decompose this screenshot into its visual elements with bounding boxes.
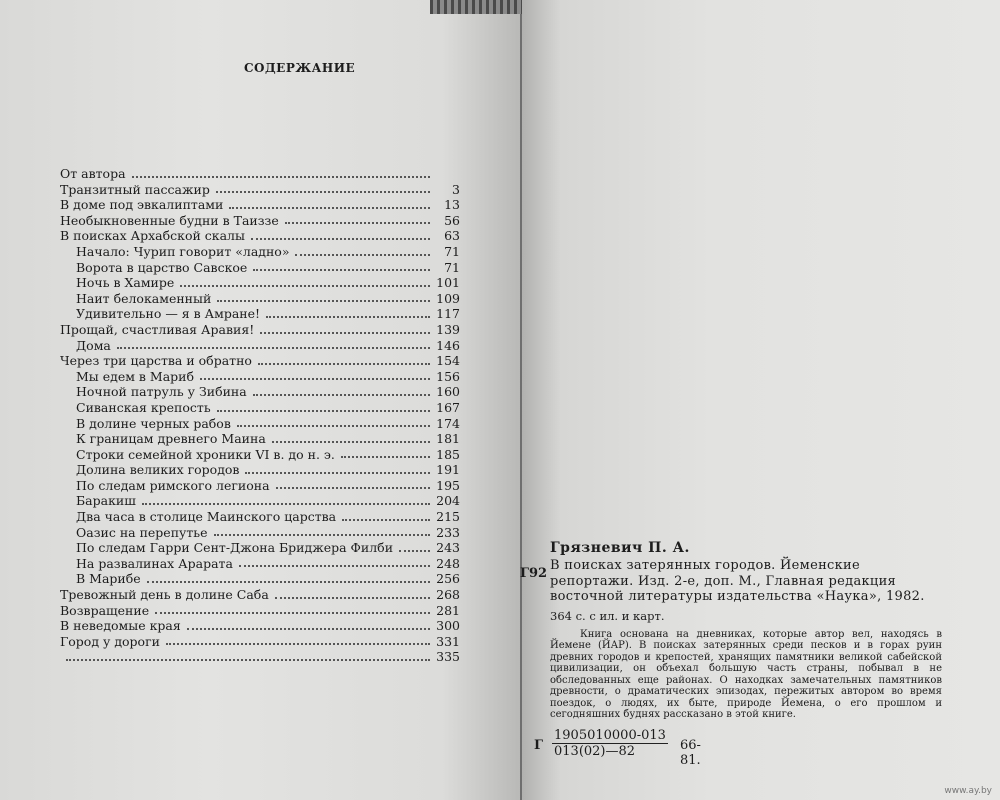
toc-entry xyxy=(60,260,460,276)
toc-leader-dots xyxy=(275,597,430,599)
toc-leader-dots xyxy=(253,394,430,396)
toc-entry-title: Необыкновенные будни в Таиззе xyxy=(60,212,279,228)
toc-leader-dots xyxy=(342,519,430,521)
toc-entry xyxy=(60,166,460,182)
toc-entry xyxy=(60,400,460,416)
toc-entry xyxy=(60,353,460,369)
toc-title: СОДЕРЖАНИЕ xyxy=(244,61,356,75)
toc-entry xyxy=(60,587,460,603)
toc-entry-title: Наит белокаменный xyxy=(76,290,212,306)
toc-entry-page: 160 xyxy=(436,384,460,400)
toc-entry-page: 191 xyxy=(436,462,460,478)
toc-entry xyxy=(60,244,460,260)
toc-entry xyxy=(60,369,460,385)
annotation: Книга основана на дневниках, которые автор вел, находясь в Йемене (ЙАР). В поисках затерянных среди песков и в горах руин древних городов и крепостей, хранящих памятники великой сабейской цивилизации, он объехал большую часть страны, побывал в не обследованных еще районах. О находках замечательных памятников древности, о драматических эпизодах, пережитых автором во время поездок, о людях, их быте, природе Йемена, о его прошлом и сегодняшних буднях рассказано в этой книге. xyxy=(550,628,942,720)
toc-leader-dots xyxy=(251,238,430,240)
toc-entry-title: Баракиш xyxy=(76,493,136,509)
toc-entry-title: В поисках Архабской скалы xyxy=(60,228,245,244)
toc-leader-dots xyxy=(142,503,430,505)
toc-leader-dots xyxy=(245,472,430,474)
toc-entry-page: 56 xyxy=(444,212,460,228)
toc-entry-title: По следам римского легиона xyxy=(76,477,270,493)
toc-entry-page: 3 xyxy=(452,181,460,197)
toc-entry xyxy=(60,338,460,354)
toc-leader-dots xyxy=(341,456,430,458)
toc-entry-title: По следам Гарри Сент-Джона Бриджера Филби xyxy=(76,540,394,556)
toc-entry-title: Мы едем в Мариб xyxy=(76,368,195,384)
toc-leader-dots xyxy=(200,378,430,380)
toc-leader-dots xyxy=(253,269,430,271)
toc-leader-dots xyxy=(217,300,430,302)
catalog-fraction xyxy=(552,728,668,759)
catalog-code xyxy=(534,728,701,768)
toc-entry-title: Удивительно — я в Амране! xyxy=(76,306,261,322)
toc-entry-page: 300 xyxy=(436,618,460,634)
toc-entry xyxy=(60,462,460,478)
toc-entry-title: Ворота в царство Савское xyxy=(76,259,248,275)
toc-entry-page: 117 xyxy=(436,306,460,322)
toc-entry-page: 233 xyxy=(436,524,460,540)
toc-entry xyxy=(60,649,460,665)
toc-entry xyxy=(60,322,460,338)
toc-entry-title: Оазис на перепутье xyxy=(76,524,208,540)
page-count: 364 с. с ил. и карт. xyxy=(550,608,665,623)
toc-leader-dots xyxy=(399,550,430,552)
toc-entry xyxy=(60,291,460,307)
table-of-contents xyxy=(60,166,460,665)
toc-entry-page: 63 xyxy=(444,228,460,244)
toc-entry-title: В долине черных рабов xyxy=(76,415,231,431)
toc-entry-page: 146 xyxy=(436,337,460,353)
toc-entry xyxy=(60,447,460,463)
toc-entry-title: В доме под эвкалиптами xyxy=(60,197,224,213)
toc-leader-dots xyxy=(239,565,430,567)
toc-entry-title: На развалинах Арарата xyxy=(76,555,233,571)
toc-entry xyxy=(60,197,460,213)
toc-entry-title: Начало: Чурип говорит «ладно» xyxy=(76,243,290,259)
toc-entry-title: Через три царства и обратно xyxy=(60,353,252,369)
toc-leader-dots xyxy=(117,347,430,349)
toc-leader-dots xyxy=(276,487,430,489)
toc-leader-dots xyxy=(217,410,430,412)
author-name: Грязневич П. А. xyxy=(550,540,690,556)
toc-entry-title: Прощай, счастливая Аравия! xyxy=(60,321,255,337)
toc-entry-title: Дома xyxy=(76,337,111,353)
toc-entry-page: 174 xyxy=(436,415,460,431)
toc-entry-title: Возвращение xyxy=(60,602,150,618)
toc-entry-title: Сиванская крепость xyxy=(76,399,211,415)
toc-entry-page: 156 xyxy=(436,368,460,384)
toc-entry-page: 101 xyxy=(436,275,460,291)
toc-entry-page: 204 xyxy=(436,493,460,509)
toc-entry xyxy=(60,213,460,229)
toc-entry-page: 281 xyxy=(436,602,460,618)
toc-entry-title: В неведомые края xyxy=(60,618,181,634)
toc-entry xyxy=(60,540,460,556)
toc-leader-dots xyxy=(229,207,430,209)
toc-entry-title: Ночной патруль у Зибина xyxy=(76,384,247,400)
toc-entry-page: 71 xyxy=(444,243,460,259)
toc-entry xyxy=(60,431,460,447)
catalog-denominator: 013(02)—82 xyxy=(554,744,636,759)
toc-entry-page: 139 xyxy=(436,321,460,337)
toc-leader-dots xyxy=(258,363,430,365)
toc-entry xyxy=(60,416,460,432)
toc-entry-title: От автора xyxy=(60,166,126,181)
toc-entry-page: 248 xyxy=(436,555,460,571)
toc-entry xyxy=(60,571,460,587)
toc-entry-title: К границам древнего Маина xyxy=(76,431,266,447)
toc-leader-dots xyxy=(272,441,430,443)
toc-leader-dots xyxy=(180,285,430,287)
toc-entry xyxy=(60,618,460,634)
catalog-numerator: 1905010000-013 xyxy=(554,728,666,743)
toc-leader-dots xyxy=(216,191,430,193)
toc-entry-page: 13 xyxy=(444,197,460,213)
toc-entry xyxy=(60,556,460,572)
toc-entry-page: 331 xyxy=(436,633,460,649)
toc-entry-title: Долина великих городов xyxy=(76,462,240,478)
toc-leader-dots xyxy=(260,332,430,334)
catalog-letter: Г xyxy=(534,738,543,753)
bibliographic-description xyxy=(550,558,950,605)
toc-leader-dots xyxy=(295,254,430,256)
toc-entry-title: Город у дороги xyxy=(60,633,160,649)
index-code: Г92 xyxy=(520,566,548,581)
toc-leader-dots xyxy=(166,643,430,645)
background-object xyxy=(430,0,530,14)
toc-leader-dots xyxy=(237,425,430,427)
toc-leader-dots xyxy=(132,176,430,178)
toc-entry-page: 109 xyxy=(436,290,460,306)
toc-entry xyxy=(60,634,460,650)
toc-entry-page: 195 xyxy=(436,477,460,493)
toc-leader-dots xyxy=(285,222,430,224)
watermark: www.ay.by xyxy=(944,786,992,796)
toc-entry-page: 256 xyxy=(436,571,460,587)
toc-entry xyxy=(60,525,460,541)
toc-entry-page: 71 xyxy=(444,259,460,275)
toc-leader-dots xyxy=(155,612,430,614)
toc-leader-dots xyxy=(266,316,430,318)
toc-leader-dots xyxy=(187,628,430,630)
toc-entry xyxy=(60,603,460,619)
toc-entry-page: 167 xyxy=(436,399,460,415)
toc-entry-page: 185 xyxy=(436,446,460,462)
toc-entry-page: 215 xyxy=(436,509,460,525)
toc-entry xyxy=(60,306,460,322)
toc-entry xyxy=(60,384,460,400)
catalog-suffix: 66-81. xyxy=(680,738,701,768)
toc-entry xyxy=(60,228,460,244)
toc-leader-dots xyxy=(147,581,430,583)
toc-entry xyxy=(60,509,460,525)
toc-entry xyxy=(60,493,460,509)
toc-leader-dots xyxy=(66,659,430,661)
toc-entry-page: 335 xyxy=(436,649,460,665)
toc-entry-page: 243 xyxy=(436,540,460,556)
toc-entry-page: 154 xyxy=(436,353,460,369)
toc-entry-title: Строки семейной хроники VI в. до н. э. xyxy=(76,446,335,462)
toc-entry-page: 268 xyxy=(436,587,460,603)
toc-entry-title: Ночь в Хамире xyxy=(76,275,175,291)
bib-line: репортажи. Изд. 2-е, доп. М., Главная редакция xyxy=(550,573,897,589)
bib-line: В поисках затерянных городов. Йеменские xyxy=(550,558,861,573)
toc-entry-title: Транзитный пассажир xyxy=(60,181,210,197)
toc-entry-title: Два часа в столице Маинского царства xyxy=(76,509,337,525)
bib-line: восточной литературы издательства «Наука», 1982. xyxy=(550,589,925,604)
toc-entry xyxy=(60,478,460,494)
toc-entry-title: В Марибе xyxy=(76,571,141,587)
toc-entry-page: 181 xyxy=(436,431,460,447)
imprint-block xyxy=(520,540,950,721)
toc-entry-title: Тревожный день в долине Саба xyxy=(60,587,269,603)
toc-leader-dots xyxy=(214,534,430,536)
toc-entry xyxy=(60,275,460,291)
toc-entry xyxy=(60,182,460,198)
